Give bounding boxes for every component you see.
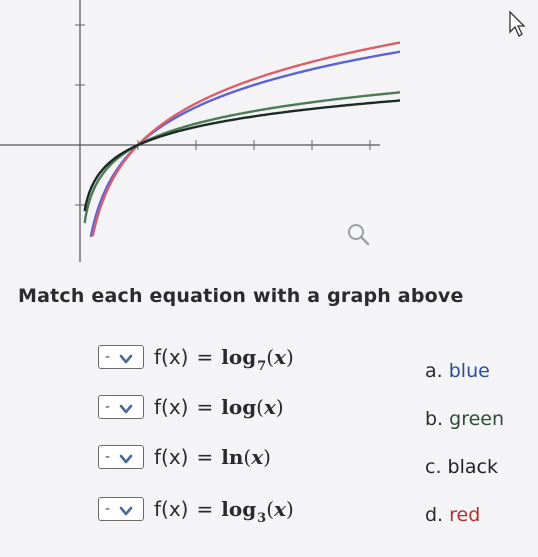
equals-sign: = [196,395,214,419]
chevron-down-icon [119,350,133,369]
equation-lhs: f(x) [154,445,189,469]
function-argument: (x) [266,497,294,521]
option-a: a. blue [425,360,490,382]
option-a-label: blue [448,360,490,382]
answer-dropdown[interactable] [98,395,144,419]
series-line-1 [93,35,400,237]
option-d-label: red [449,504,481,526]
equation-lhs: f(x) [154,497,189,521]
function-name: log [221,395,257,419]
series-line-2 [85,88,400,223]
dropdown-selected-value: - [105,449,111,465]
graph-axes [0,0,380,262]
answer-dropdown[interactable] [98,445,144,469]
equation-row [98,340,294,374]
option-c: c. black [425,456,498,478]
log-base: 3 [257,511,267,526]
chevron-down-icon [119,400,133,419]
answer-dropdown[interactable] [98,345,144,369]
equals-sign: = [196,345,214,369]
equation-lhs: f(x) [154,395,189,419]
equation [154,395,284,419]
dropdown-selected-value: - [105,399,111,415]
function-name: ln [221,445,244,469]
equation [154,345,294,374]
log-base: 7 [257,359,267,374]
option-d: d. red [425,504,481,526]
function-argument: (x) [266,345,294,369]
dropdown-selected-value: - [105,349,111,365]
equation [154,445,271,469]
log-graph [0,0,400,270]
equals-sign: = [196,445,214,469]
function-name: log [221,345,257,369]
instruction-text: Match each equation with a graph above [18,285,464,307]
chevron-down-icon [119,450,133,469]
series-line-0 [91,45,400,237]
option-b-label: green [449,408,505,430]
equals-sign: = [196,497,214,521]
function-argument: (x) [256,395,284,419]
dropdown-selected-value: - [105,501,111,517]
equation-row [98,390,284,424]
chevron-down-icon [119,502,133,521]
answer-dropdown[interactable] [98,497,144,521]
equation-row [98,492,294,526]
zoom-magnifier-icon[interactable] [346,222,372,252]
function-name: log [221,497,257,521]
mouse-cursor-icon [508,10,526,42]
equation [154,497,294,526]
option-c-label: black [447,456,498,478]
equation-row [98,440,271,474]
graph-curves [85,35,400,237]
option-b: b. green [425,408,505,430]
equation-lhs: f(x) [154,345,189,369]
function-argument: (x) [243,445,271,469]
